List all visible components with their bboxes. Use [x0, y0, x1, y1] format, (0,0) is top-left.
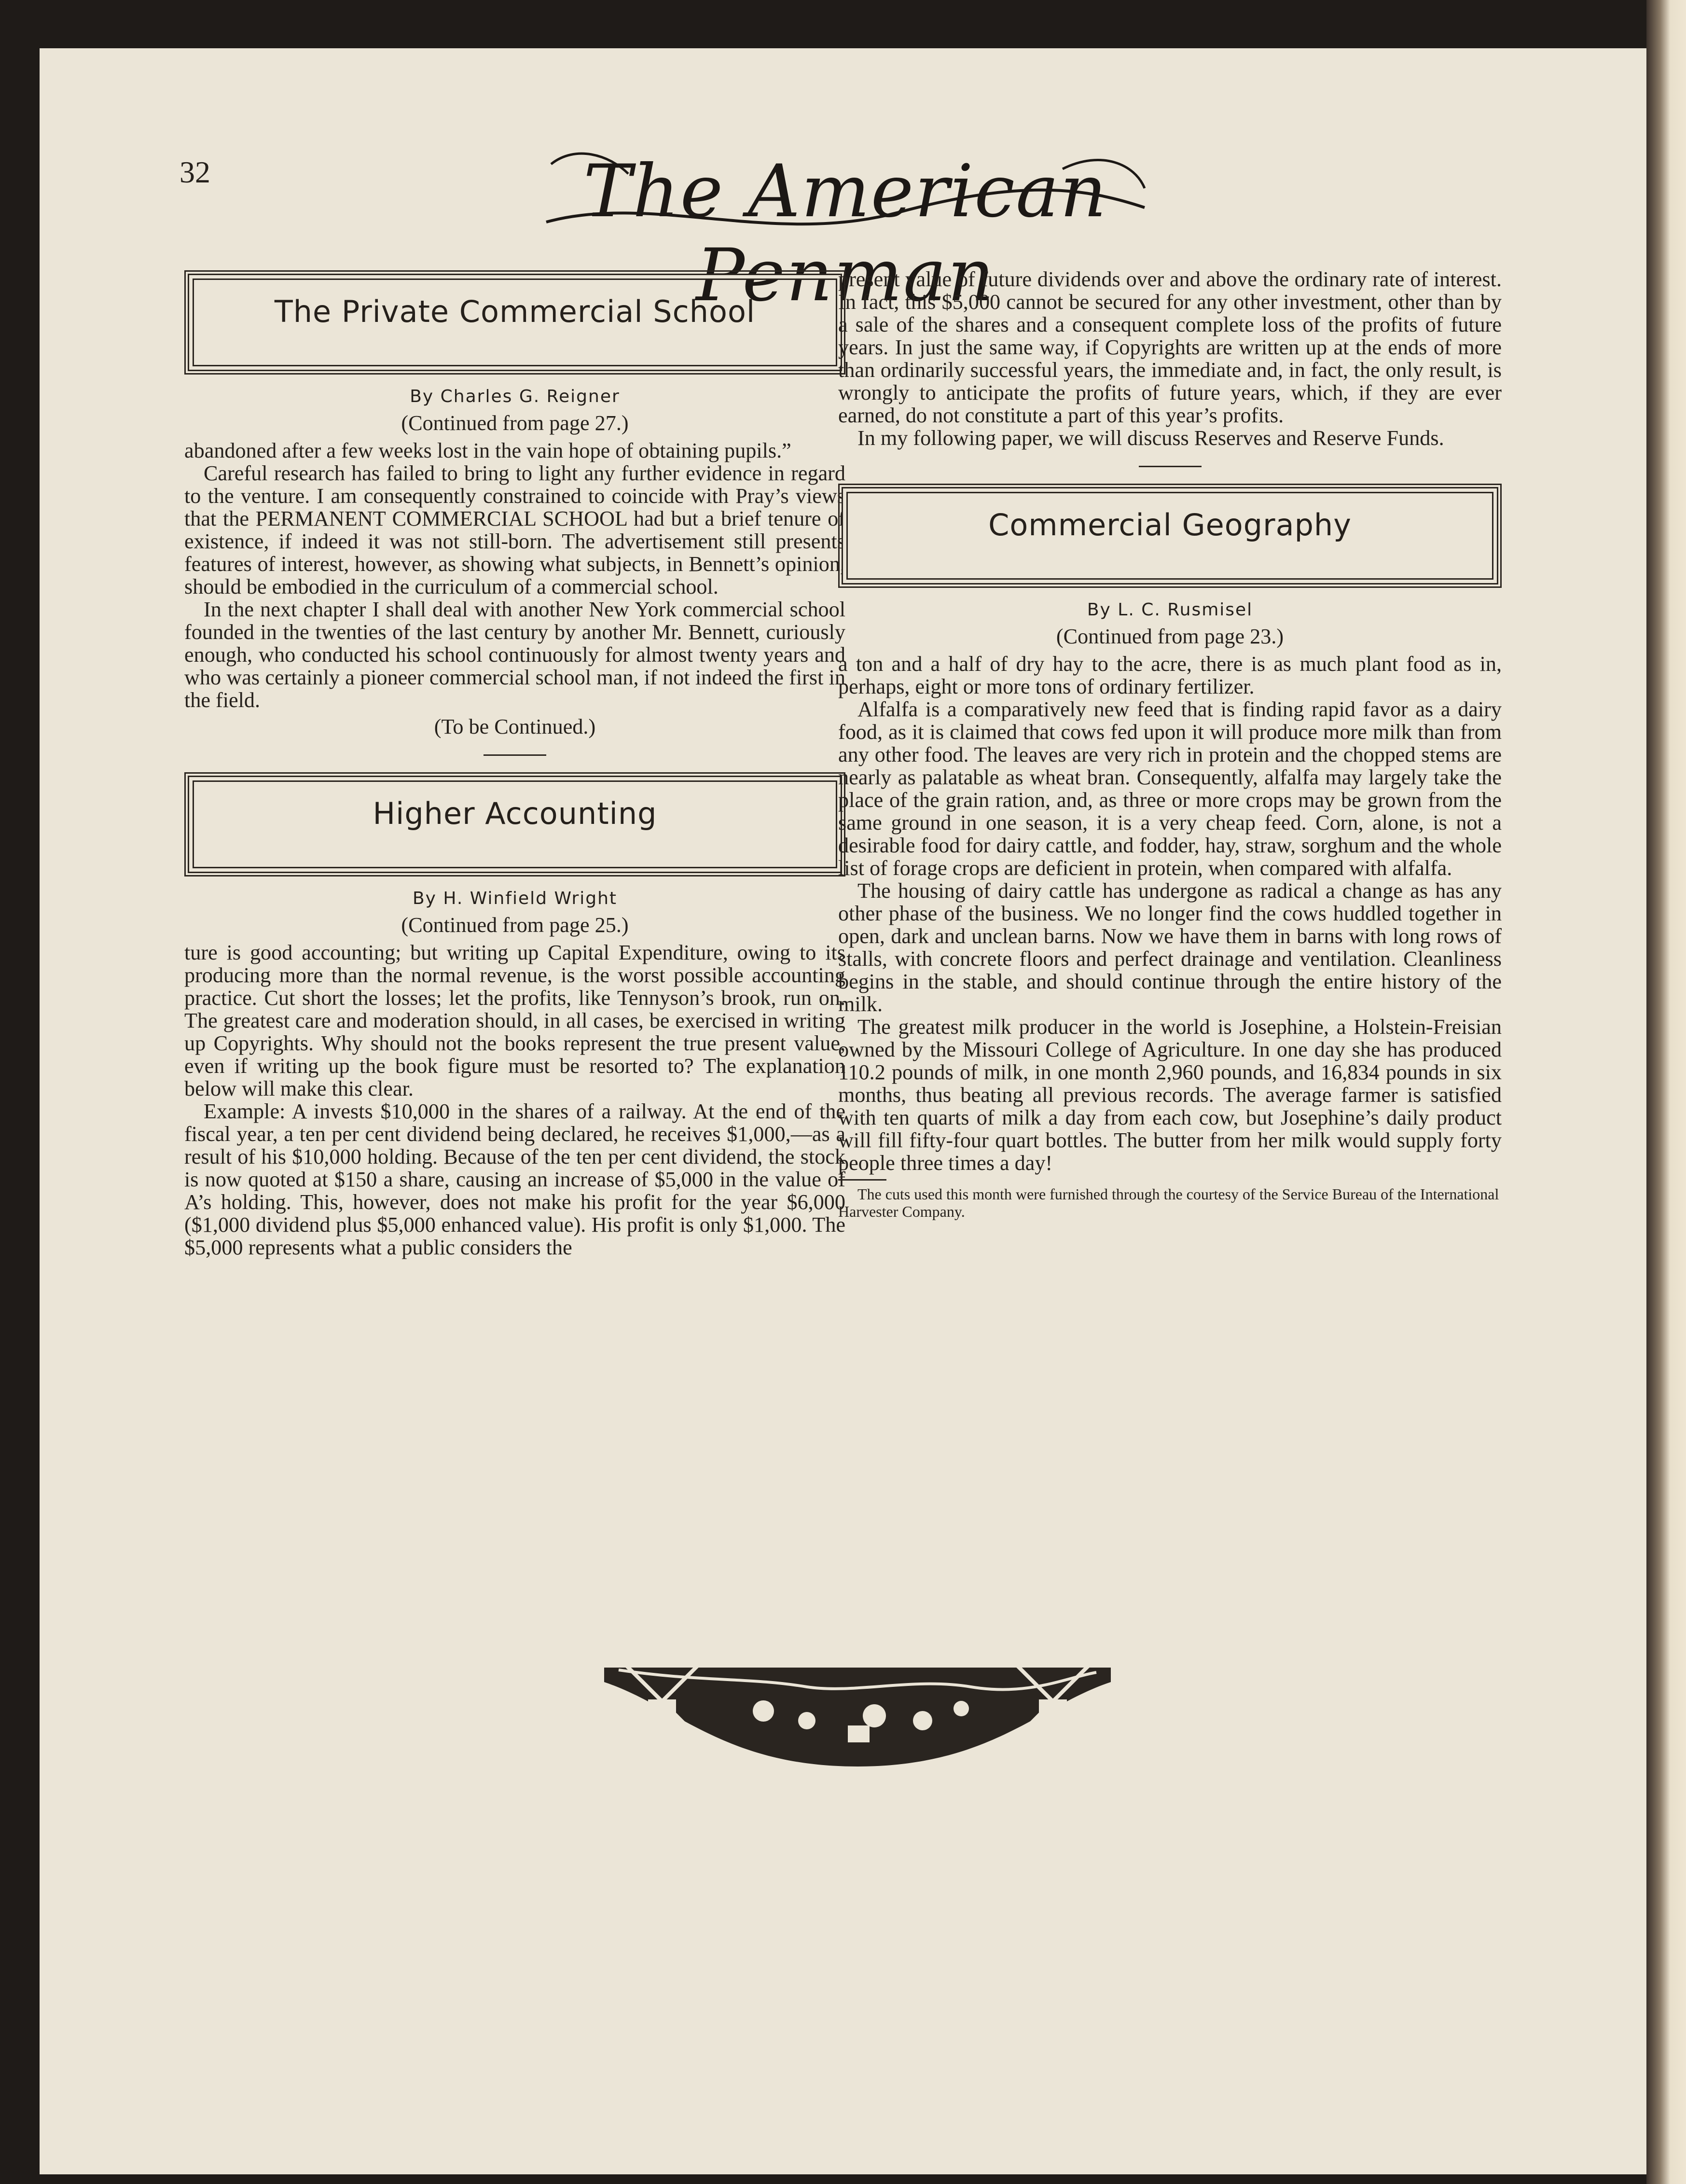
accounting-paragraph: ture is good accounting; but writing up Capital Expenditure, owing to its producing more than the normal revenue, is the worst possible accounting practice. Cut short the losses; let the profits, like Tennyson’s brook, run on. The greatest care and moderation should, in all cases, be exercised in writing up Copyrights. Why should not the books represent the true present value, even if writing up the book figure must be resorted to? The explanation below will make this clear.: [184, 941, 845, 1100]
geography-paragraph: The housing of dairy cattle has undergone as radical a change as has any other phase of the business. We no longer find the cows huddled together in open, dark and unclean barns. Now we have them in barns with long rows of stalls, with concrete floors and perfect drainage and ventilation. Cleanliness begins in the stable, and should continue through the entire history of the milk.: [838, 879, 1502, 1016]
accounting-title-frame: [184, 772, 845, 876]
windmill-landscape-illustration: [604, 1648, 1111, 1767]
accounting-continued: (Continued from page 25.): [401, 913, 629, 937]
geography-paragraph: a ton and a half of dry hay to the acre, there is as much plant food as in, perhaps, eight or more tons of ordinary fertilizer.: [838, 652, 1502, 698]
accounting-byline: By H. Winfield Wright: [412, 889, 618, 908]
magazine-page: [40, 48, 1646, 2174]
accounting-title: Higher Accounting: [373, 796, 657, 831]
page-number: 32: [180, 155, 210, 189]
footnote: [838, 1179, 1502, 1220]
geography-byline: By L. C. Rusmisel: [1087, 600, 1253, 620]
geography-title-frame: [838, 484, 1502, 588]
accounting-continuation-paragraph: present value of future dividends over and above the ordinary rate of interest. In fact, this $5,000 cannot be secured for any other investment, other than by a sale of the shares and a consequent complete loss of the profits of future years. In just the same way, if Copyrights are written up at the ends of more than ordinarily successful years, the immediate and, in fact, the only result, is wrongly to anticipate the profits of future years, which, if they are ever earned, do not constitute a part of this year’s profits.: [838, 267, 1502, 427]
private-school-title-frame: [184, 270, 845, 375]
private-school-paragraph: In the next chapter I shall deal with another New York commercial school founded in the twenties of the last century by another Mr. Bennett, curiously enough, who conducted his school continuously for almost twenty years and who was certainly a pioneer commercial school man, if not indeed the first in the field.: [184, 598, 845, 712]
geography-paragraph: The greatest milk producer in the world is Josephine, a Holstein-Freisian owned by the Missouri College of Agriculture. In one day she has produced 110.2 pounds of milk, in one month 2,960 pounds, and 16,834 pounds in six months, thus beating all previous records. The average farmer is satisfied with ten quarts of milk a day from each cow, but Josephine’s daily product will fill fifty-four quart bottles. The butter from her milk would supply forty people three times a day!: [838, 1015, 1502, 1175]
accounting-continuation-paragraph: In my following paper, we will discuss Reserves and Reserve Funds.: [857, 426, 1444, 450]
geography-paragraph: Alfalfa is a comparatively new feed that is finding rapid favor as a dairy food, as it is claimed that cows fed upon it will produce more milk than from any other food. The leaves are very rich in protein and the chopped stems are nearly as palatable as wheat bran. Consequently, alfalfa may largely take the place of the grain ration, and, as three or more crops may be grown from the same ground in one season, it is a very cheap feed. Corn, alone, is not a desirable food for dairy cattle, and fodder, hay, straw, sorghum and the whole list of forage crops are deficient in protein, when compared with alfalfa.: [838, 697, 1502, 880]
geography-title: Commercial Geography: [988, 507, 1352, 543]
accounting-paragraph: Example: A invests $10,000 in the shares of a railway. At the end of the fiscal year, a ten per cent dividend being declared, he receives $1,000,—as a result of his $10,000 holding. Because of the ten per cent dividend, the stock is now quoted at $150 a share, causing an increase of $5,000 in the value of A’s holding. This, however, does not make his profit for the year $6,000 ($1,000 dividend plus $5,000 enhanced value). His profit is only $1,000. The $5,000 represents what a public considers the: [184, 1099, 845, 1259]
private-school-paragraph: abandoned after a few weeks lost in the vain hope of obtaining pupils.”: [184, 439, 791, 462]
footnote-rule: [838, 1179, 886, 1181]
binding-edge: [1646, 0, 1686, 2184]
geography-continued: (Continued from page 23.): [1056, 625, 1284, 648]
footnote-text: The cuts used this month were furnished through the courtesy of the Service Bureau of the International Harvester Company.: [838, 1185, 1499, 1220]
masthead-logo: [532, 135, 1159, 318]
left-column: [184, 270, 845, 1259]
to-be-continued: (To be Continued.): [434, 715, 596, 738]
right-column: [838, 268, 1502, 1220]
section-divider: [1139, 466, 1202, 467]
private-school-byline: By Charles G. Reigner: [410, 387, 620, 406]
masthead-title: The American Penman: [583, 150, 1108, 318]
private-school-paragraph: Careful research has failed to bring to light any further evidence in regard to the venture. I am consequently constrained to coincide with Pray’s views that the PERMANENT COMMERCIAL SCHOOL had but a brief tenure of existence, if indeed it was not still-born. The advertisement still presents features of interest, however, as showing what subjects, in Bennett’s opinion, should be embodied in the curriculum of a commercial school.: [184, 461, 845, 598]
section-divider: [484, 754, 546, 756]
private-school-continued: (Continued from page 27.): [401, 411, 629, 435]
private-school-title: The Private Commercial School: [274, 294, 756, 329]
